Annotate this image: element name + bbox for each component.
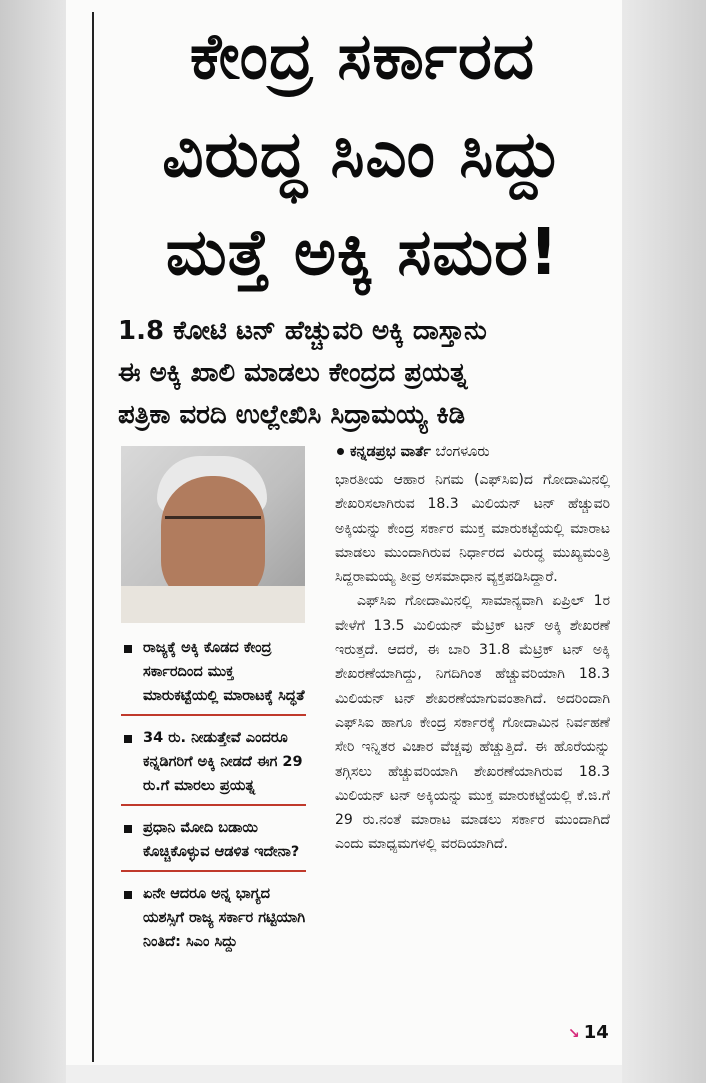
byline-dot-icon: [337, 448, 344, 455]
bullet-square-icon: [124, 891, 132, 899]
bullet-text: 34 ರು. ನೀಡುತ್ತೇವೆ ಎಂದರೂ ಕನ್ನಡಿಗರಿಗೆ ಅಕ್ಕಿ ನೀಡದೆ ಈಗ 29 ರು.ಗೆ ಮಾರಲು ಪ್ರಯತ್ನ: [143, 730, 303, 794]
continued-page-marker: [568, 1022, 609, 1043]
highlight-bullets: [121, 636, 306, 970]
portrait-glasses: [165, 516, 261, 539]
bullet-square-icon: [124, 825, 132, 833]
byline-source: ಕನ್ನಡಪ್ರಭ ವಾರ್ತೆ: [350, 444, 431, 460]
headline-line-3: ಮತ್ತೆ ಅಕ್ಕಿ ಸಮರ!: [165, 216, 560, 290]
bullet-item: [121, 726, 306, 806]
subheadline-line-1: 1.8 ಕೋಟಿ ಟನ್ ಹೆಚ್ಚುವರಿ ಅಕ್ಕಿ ದಾಸ್ತಾನು: [118, 316, 487, 346]
right-margin: [622, 0, 706, 1083]
bullet-square-icon: [124, 645, 132, 653]
article-paragraph-2: ಎಫ್‌ಸಿಐ ಗೋದಾಮಿನಲ್ಲಿ ಸಾಮಾನ್ಯವಾಗಿ ಏಪ್ರಿಲ್ 1ರ ವೇಳೆಗೆ 13.5 ಮಿಲಿಯನ್ ಮೆಟ್ರಿಕ್ ಟನ್ ಅಕ್ಕಿ ಶೇಖರಣೆ ಇರುತ್ತದೆ. ಆದರೆ, ಈ ಬಾರಿ 31.8 ಮೆಟ್ರಿಕ್ ಟನ್ ಅಕ್ಕಿ ಶೇಖರಣೆಯಾಗಿದ್ದು, ನಿಗದಿಗಿಂತ ಹೆಚ್ಚುವರಿಯಾಗಿ 18.3 ಮಿಲಿಯನ್ ಟನ್ ಶೇಖರಣೆಯಾಗುವಂತಾಗಿದೆ. ಅದರಿಂದಾಗಿ ಎಫ್‌ಸಿಐ ಹಾಗೂ ಕೇಂದ್ರ ಸರ್ಕಾರಕ್ಕೆ ಗೋದಾಮಿನ ನಿರ್ವಹಣೆ ಸೇರಿ ಇನ್ನಿತರ ವಿಚಾರ ವೆಚ್ಚವು ಹೆಚ್ಚುತ್ತಿದೆ. ಈ ಹೊರೆಯನ್ನು ತಗ್ಗಿಸಲು ಹೆಚ್ಚುವರಿಯಾಗಿ ಶೇಖರಣೆಯಾಗಿರುವ 18.3 ಮಿಲಿಯನ್ ಟನ್ ಅಕ್ಕಿಯನ್ನು ಮುಕ್ತ ಮಾರುಕಟ್ಟೆಯಲ್ಲಿ ಕೆ.ಜಿ.ಗೆ 29 ರು.ನಂತೆ ಮಾರಾಟ ಮಾಡಲು ಸರ್ಕಾರ ಮುಂದಾಗಿದೆ ಎಂದು ಮಾಧ್ಯಮಗಳಲ್ಲಿ ವರದಿಯಾಗಿದೆ.: [335, 593, 610, 853]
byline: [337, 440, 617, 464]
jump-arrow-icon: ↘: [568, 1026, 580, 1042]
bullet-item: [121, 882, 306, 960]
bullet-text: ಏನೇ ಆದರೂ ಅನ್ನ ಭಾಗ್ಯದ ಯಶಸ್ಸಿಗೆ ರಾಜ್ಯ ಸರ್ಕಾರ ಗಟ್ಟಿಯಾಗಿ ನಿಂತಿದೆ: ಸಿಎಂ ಸಿದ್ದು: [143, 886, 306, 950]
portrait-shirt: [121, 586, 305, 623]
bullet-item: [121, 636, 306, 716]
headline: [110, 8, 615, 302]
left-column-rule: [92, 12, 94, 1062]
headline-line-2: ವಿರುದ್ಧ ಸಿಎಂ ಸಿದ್ದು: [162, 118, 563, 192]
left-margin: [0, 0, 66, 1083]
bottom-strip: [66, 1065, 622, 1083]
bullet-text: ಪ್ರಧಾನಿ ಮೋದಿ ಬಡಾಯಿ ಕೊಚ್ಚಿಕೊಳ್ಳುವ ಆಡಳಿತ ಇದೇನಾ?: [143, 820, 300, 860]
subheadline-line-2: ಈ ಅಕ್ಕಿ ಖಾಲಿ ಮಾಡಲು ಕೇಂದ್ರದ ಪ್ರಯತ್ನ: [118, 358, 468, 388]
bullet-item: [121, 816, 306, 872]
bullet-text: ರಾಜ್ಯಕ್ಕೆ ಅಕ್ಕಿ ಕೊಡದ ಕೇಂದ್ರ ಸರ್ಕಾರದಿಂದ ಮುಕ್ತ ಮಾರುಕಟ್ಟೆಯಲ್ಲಿ ಮಾರಾಟಕ್ಕೆ ಸಿದ್ಧತೆ: [143, 640, 305, 704]
article-paragraph-1: ಭಾರತೀಯ ಆಹಾರ ನಿಗಮ (ಎಫ್‌ಸಿಐ)ದ ಗೋದಾಮಿನಲ್ಲಿ ಶೇಖರಿಸಲಾಗಿರುವ 18.3 ಮಿಲಿಯನ್ ಟನ್ ಹೆಚ್ಚುವರಿ ಅಕ್ಕಿಯನ್ನು ಕೇಂದ್ರ ಸರ್ಕಾರ ಮುಕ್ತ ಮಾರುಕಟ್ಟೆಯಲ್ಲಿ ಮಾರಾಟ ಮಾಡಲು ಮುಂದಾಗಿರುವ ನಿರ್ಧಾರದ ವಿರುದ್ಧ ಮುಖ್ಯಮಂತ್ರಿ ಸಿದ್ದರಾಮಯ್ಯ ತೀವ್ರ ಅಸಮಾಧಾನ ವ್ಯಕ್ತಪಡಿಸಿದ್ದಾರೆ.: [335, 472, 610, 586]
cm-portrait-photo: [121, 446, 305, 623]
article-body: [335, 468, 610, 857]
headline-line-1: ಕೇಂದ್ರ ಸರ್ಕಾರದ: [189, 20, 536, 94]
bullet-square-icon: [124, 735, 132, 743]
byline-place: ಬೆಂಗಳೂರು: [435, 444, 490, 460]
subheadline: [118, 310, 618, 436]
subheadline-line-3: ಪತ್ರಿಕಾ ವರದಿ ಉಲ್ಲೇಖಿಸಿ ಸಿದ್ರಾಮಯ್ಯ ಕಿಡಿ: [118, 400, 466, 430]
continued-page-number: 14: [583, 1022, 609, 1043]
